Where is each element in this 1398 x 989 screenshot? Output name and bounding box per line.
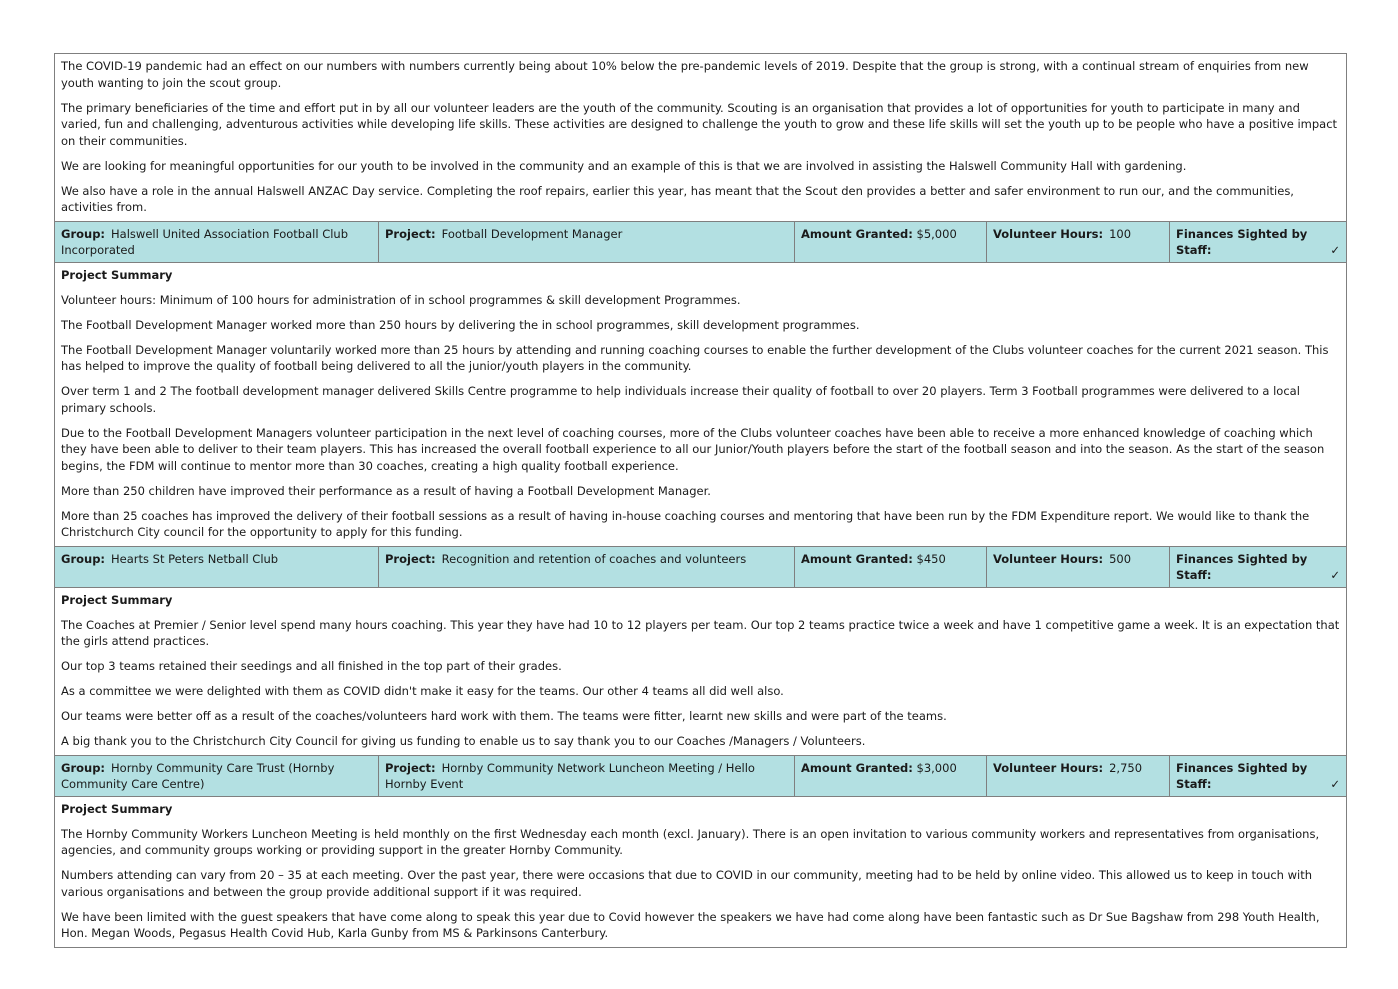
project-name: Football Development Manager <box>441 226 623 241</box>
group-label: Group: <box>61 760 106 775</box>
volunteer-hours-value: 500 <box>1109 551 1132 566</box>
finances-cell <box>1170 221 1347 262</box>
amount-label: Amount Granted: <box>801 551 913 566</box>
summary-paragraph: We have been limited with the guest speakers that have come along to speak this year due to Covid however the speakers we have had come along have been fantastic such as Dr Sue Bagshaw from 298 Youth Health, Hon. Megan Woods, Pegasus Health Covid Hub, Karla Gunby from MS & Parkinsons Canterbury. <box>61 909 1320 940</box>
summary-paragraph: Due to the Football Development Managers volunteer participation in the next level of coaching courses, more of the Clubs volunteer coaches have been able to receive a more enhanced knowledge of coaching which they have been able to deliver to their team players. This has increased the overall football experience to all our Junior/Youth players before the start of the football season and into the season. As the start of the season begins, the FDM will continue to mentor more than 30 coaches, creating a high quality football experience. <box>61 425 1325 473</box>
summary-paragraph: A big thank you to the Christchurch City Council for giving us funding to enable us to say thank you to our Coaches /Managers / Volunteers. <box>61 734 866 748</box>
project-label: Project: <box>385 760 436 775</box>
volunteer-hours-cell <box>987 221 1170 262</box>
intro-cell <box>55 54 1347 222</box>
amount-value: $3,000 <box>916 760 957 775</box>
grant-header-row <box>55 755 1347 796</box>
intro-row <box>55 54 1347 222</box>
summary-cell <box>55 262 1347 546</box>
group-name: Halswell United Association Football Club Incorporated <box>61 226 349 257</box>
summary-paragraph: The Hornby Community Workers Luncheon Meeting is held monthly on the first Wednesday each month (excl. January). There is an open invitation to various community workers and representatives from organisations, agencies, and community groups working or providing support in the greater Hornby Community. <box>61 826 1320 857</box>
project-name: Hornby Community Network Luncheon Meeting / Hello Hornby Event <box>385 760 755 791</box>
finances-label: Finances Sighted by Staff: <box>1176 760 1308 791</box>
project-cell <box>379 546 795 587</box>
summary-heading: Project Summary <box>61 267 173 282</box>
summary-cell <box>55 587 1347 755</box>
summary-heading: Project Summary <box>61 592 173 607</box>
intro-paragraph: The primary beneficiaries of the time and effort put in by all our volunteer leaders are the youth of the community. Scouting is an organisation that provides a lot of opportunities for youth to participate in many and varied, fun and challenging, adventurous activities while developing life skills. These activities are designed to challenge the youth to grow and these life skills will set the youth up to be people who have a positive impact on their communities. <box>61 100 1338 148</box>
summary-paragraph: Our top 3 teams retained their seedings and all finished in the top part of their grades. <box>61 659 562 673</box>
amount-value: $5,000 <box>916 226 957 241</box>
project-cell <box>379 221 795 262</box>
group-name: Hornby Community Care Trust (Hornby Community Care Centre) <box>61 760 335 791</box>
amount-cell <box>795 755 987 796</box>
check-icon: ✓ <box>1330 567 1341 582</box>
group-cell <box>55 546 379 587</box>
project-name: Recognition and retention of coaches and volunteers <box>441 551 747 566</box>
grant-header-row <box>55 221 1347 262</box>
amount-label: Amount Granted: <box>801 760 913 775</box>
volunteer-hours-cell <box>987 546 1170 587</box>
grant-body-row <box>55 587 1347 755</box>
amount-cell <box>795 546 987 587</box>
volunteer-hours-label: Volunteer Hours: <box>993 551 1104 566</box>
summary-paragraph: More than 25 coaches has improved the delivery of their football sessions as a result of having in-house coaching courses and mentoring that have been run by the FDM Expenditure report. We would like to thank the Christchurch City council for the opportunity to apply for this funding. <box>61 508 1310 539</box>
summary-paragraph: Our teams were better off as a result of the coaches/volunteers hard work with them. The teams were fitter, learnt new skills and were part of the teams. <box>61 709 947 723</box>
group-cell <box>55 221 379 262</box>
group-name: Hearts St Peters Netball Club <box>111 551 279 566</box>
grant-report-table <box>54 53 1347 948</box>
intro-paragraph: We also have a role in the annual Halswell ANZAC Day service. Completing the roof repairs, earlier this year, has meant that the Scout den provides a better and safer environment to run our, and the communities, activities from. <box>61 183 1294 214</box>
finances-cell <box>1170 546 1347 587</box>
volunteer-hours-label: Volunteer Hours: <box>993 226 1104 241</box>
grant-header-row <box>55 546 1347 587</box>
summary-paragraph: The Football Development Manager worked more than 250 hours by delivering the in school programmes, skill development programmes. <box>61 317 860 332</box>
summary-paragraph: Over term 1 and 2 The football development manager delivered Skills Centre programme to help individuals increase their quality of football to over 20 players. Term 3 Football programmes were delivered to a local primary schools. <box>61 384 1300 415</box>
check-icon: ✓ <box>1330 776 1341 791</box>
volunteer-hours-cell <box>987 755 1170 796</box>
project-cell <box>379 755 795 796</box>
summary-paragraph: The Football Development Manager voluntarily worked more than 25 hours by attending and running coaching courses to enable the further development of the Clubs volunteer coaches for the current 2021 season. This has helped to improve the quality of football being delivered to all the junior/youth players in the community. <box>61 342 1329 373</box>
grant-body-row <box>55 796 1347 947</box>
group-label: Group: <box>61 551 106 566</box>
intro-paragraph: The COVID-19 pandemic had an effect on our numbers with numbers currently being about 10% below the pre-pandemic levels of 2019. Despite that the group is strong, with a continual stream of enquiries from new youth wanting to join the scout group. <box>61 59 1309 90</box>
intro-paragraph: We are looking for meaningful opportunities for our youth to be involved in the community and an example of this is that we are involved in assisting the Halswell Community Hall with gardening. <box>61 158 1187 173</box>
summary-heading: Project Summary <box>61 801 173 816</box>
summary-cell <box>55 796 1347 947</box>
finances-label: Finances Sighted by Staff: <box>1176 226 1308 257</box>
summary-paragraph: More than 250 children have improved their performance as a result of having a Football Development Manager. <box>61 483 711 498</box>
group-label: Group: <box>61 226 106 241</box>
amount-label: Amount Granted: <box>801 226 913 241</box>
summary-paragraph: As a committee we were delighted with them as COVID didn't make it easy for the teams. Our other 4 teams all did well also. <box>61 684 784 698</box>
volunteer-hours-label: Volunteer Hours: <box>993 760 1104 775</box>
project-label: Project: <box>385 226 436 241</box>
summary-paragraph: Volunteer hours: Minimum of 100 hours for administration of in school programmes & skill development Programmes. <box>61 292 741 307</box>
finances-label: Finances Sighted by Staff: <box>1176 551 1308 582</box>
summary-paragraph: Numbers attending can vary from 20 – 35 at each meeting. Over the past year, there were occasions that due to COVID in our community, meeting had to be held by online video. This allowed us to keep in touch with various organisations and between the group provide additional support if it was required. <box>61 868 1313 899</box>
finances-cell <box>1170 755 1347 796</box>
project-label: Project: <box>385 551 436 566</box>
check-icon: ✓ <box>1330 242 1341 257</box>
volunteer-hours-value: 2,750 <box>1109 760 1143 775</box>
summary-paragraph: The Coaches at Premier / Senior level spend many hours coaching. This year they have had 10 to 12 players per team. Our top 2 teams practice twice a week and have 1 competitive game a week. It is an expectation that the girls attend practices. <box>61 617 1340 648</box>
group-cell <box>55 755 379 796</box>
volunteer-hours-value: 100 <box>1109 226 1132 241</box>
amount-cell <box>795 221 987 262</box>
amount-value: $450 <box>916 551 946 566</box>
grant-body-row <box>55 262 1347 546</box>
